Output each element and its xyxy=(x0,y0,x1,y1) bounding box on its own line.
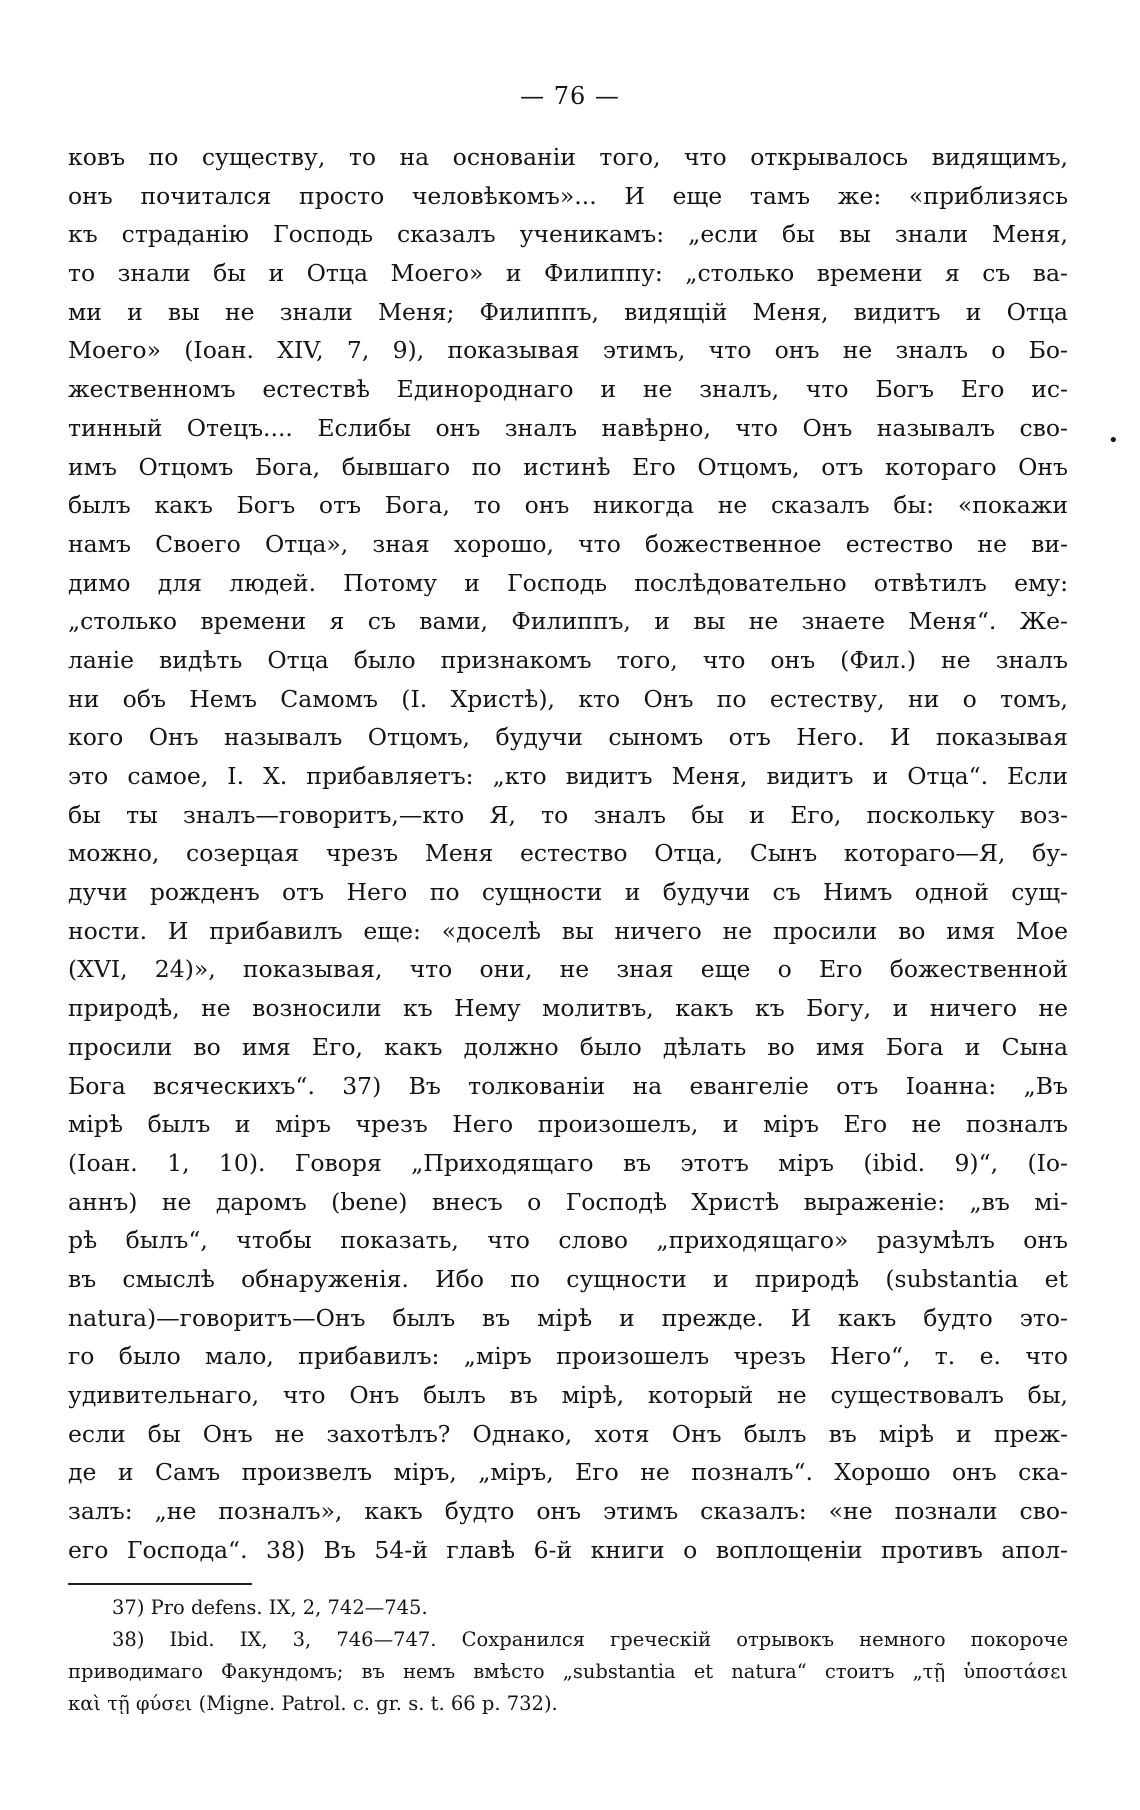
text-line: жественномъ естествѣ Единороднаго и не зналъ, что Богъ Его ис- xyxy=(68,375,1068,404)
footnote-divider xyxy=(68,1583,252,1585)
footnote-38: 38) Ibid. IX, 3, 746—747. Сохранился греческій отрывокъ немного покороче xyxy=(112,1628,1068,1651)
text-line: „столько времени я съ вами, Филиппъ, и вы не знаете Меня“. Же- xyxy=(68,607,1068,636)
text-line: намъ Своего Отца», зная хорошо, что божественное естество не ви- xyxy=(68,529,1068,558)
text-line: имъ Отцомъ Бога, бывшаго по истинѣ Его Отцомъ, отъ котораго Онъ xyxy=(68,452,1068,481)
text-line: природѣ, не возносили къ Нему молитвъ, какъ къ Богу, и ничего не xyxy=(68,994,1068,1023)
text-line: это самое, І. Х. прибавляетъ: „кто видитъ Меня, видитъ и Отца“. Если xyxy=(68,762,1068,790)
text-line: онъ почитался просто человѣкомъ»... И еще тамъ же: «приблизясь xyxy=(68,181,1068,210)
text-line: ми и вы не знали Меня; Филиппъ, видящій Меня, видитъ и Отца xyxy=(68,297,1068,326)
text-line: дучи рожденъ отъ Него по сущности и будучи съ Нимъ одной сущ- xyxy=(68,878,1068,907)
text-line: natura)—говоритъ—Онъ былъ въ мірѣ и прежде. И какъ будто это- xyxy=(68,1303,1068,1332)
footnote-38-continued: приводимаго Факундомъ; въ немъ вмѣсто „substantia et natura“ стоитъ „τῇ ὑποστάσει xyxy=(68,1660,1068,1683)
page-number: — 76 — xyxy=(520,82,620,110)
text-line: ности. И прибавилъ еще: «доселѣ вы ничего не просили во имя Мое xyxy=(68,916,1068,945)
text-line: то знали бы и Отца Моего» и Филиппу: „столько времени я съ ва- xyxy=(68,259,1068,288)
text-line: де и Самъ произвелъ міръ, „міръ, Его не позналъ“. Хорошо онъ ска- xyxy=(68,1458,1068,1487)
text-line: удивительнаго, что Онъ былъ въ мірѣ, который не существовалъ бы, xyxy=(68,1381,1068,1409)
text-line: его Господа“. 38) Въ 54-й главѣ 6-й книги о воплощеніи противъ апол- xyxy=(68,1535,1068,1564)
text-line: залъ: „не позналъ», какъ будто онъ этимъ сказалъ: «не познали сво- xyxy=(68,1497,1068,1526)
text-line: рѣ былъ“, чтобы показать, что слово „приходящаго» разумѣлъ онъ xyxy=(68,1226,1068,1255)
main-text xyxy=(68,138,1068,1569)
margin-mark: • xyxy=(1108,430,1119,451)
text-line: димо для людей. Потому и Господь послѣдовательно отвѣтилъ ему: xyxy=(68,568,1068,597)
text-line: къ страданію Господь сказалъ ученикамъ: „если бы вы знали Меня, xyxy=(68,220,1068,249)
text-line: ланіе видѣть Отца было признакомъ того, что онъ (Фил.) не зналъ xyxy=(68,645,1068,674)
text-line: просили во имя Его, какъ должно было дѣлать во имя Бога и Сына xyxy=(68,1032,1068,1061)
text-line: го было мало, прибавилъ: „міръ произошелъ чрезъ Него“, т. е. что xyxy=(68,1342,1068,1371)
text-line: ковъ по существу, то на основаніи того, что открывалось видящимъ, xyxy=(68,143,1068,171)
text-line: (XVI, 24)», показывая, что они, не зная еще о Его божественной xyxy=(68,955,1068,984)
footnote-38-end: καὶ τῇ φύσει (Migne. Patrol. c. gr. s. t. 66 p. 732). xyxy=(68,1692,558,1715)
text-line: мірѣ былъ и міръ чрезъ Него произошелъ, и міръ Его не позналъ xyxy=(68,1110,1068,1139)
text-line: если бы Онъ не захотѣлъ? Однако, хотя Онъ былъ въ мірѣ и преж- xyxy=(68,1419,1068,1448)
text-line: бы ты зналъ—говоритъ,—кто Я, то зналъ бы и Его, поскольку воз- xyxy=(68,800,1068,829)
text-line: аннъ) не даромъ (bene) внесъ о Господѣ Христѣ выраженіе: „въ мі- xyxy=(68,1187,1068,1216)
text-line: можно, созерцая чрезъ Меня естество Отца, Сынъ котораго—Я, бу- xyxy=(68,839,1068,868)
text-line: ни объ Немъ Самомъ (І. Христѣ), кто Онъ по естеству, ни о томъ, xyxy=(68,684,1068,713)
text-line: въ смыслѣ обнаруженія. Ибо по сущности и природѣ (substantia et xyxy=(68,1264,1068,1293)
text-line: тинный Отецъ.... Еслибы онъ зналъ навѣрно, что Онъ называлъ сво- xyxy=(68,413,1068,442)
footnote-37: 37) Pro defens. IX, 2, 742—745. xyxy=(112,1596,428,1619)
text-line: Моего» (Іоан. XIV, 7, 9), показывая этимъ, что онъ не зналъ о Бо- xyxy=(68,336,1068,365)
text-line: кого Онъ называлъ Отцомъ, будучи сыномъ отъ Него. И показывая xyxy=(68,723,1068,752)
text-line: Бога всяческихъ“. 37) Въ толкованіи на евангеліе отъ Іоанна: „Въ xyxy=(68,1071,1068,1100)
text-line: (Іоан. 1, 10). Говоря „Приходящаго въ этотъ міръ (ibid. 9)“, (Іо- xyxy=(68,1148,1068,1177)
footnotes xyxy=(68,1592,1068,1720)
text-line: былъ какъ Богъ отъ Бога, то онъ никогда не сказалъ бы: «покажи xyxy=(68,491,1068,520)
